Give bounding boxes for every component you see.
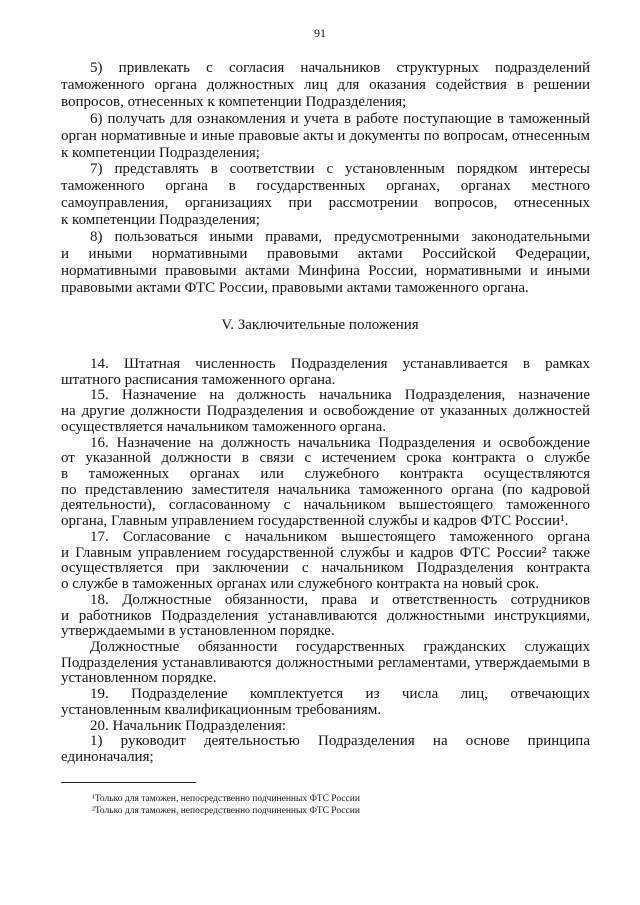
text-line: установленном порядке. xyxy=(61,670,217,687)
text-line: на другие должности Подразделения и освобождение от указанных должностей xyxy=(61,403,590,420)
text-line: орган нормативные и иные правовые акты и документы по вопросам, отнесенным xyxy=(61,127,590,144)
paragraph xyxy=(61,60,590,111)
text-line: Подразделения устанавливаются должностными регламентами, утверждаемыми в xyxy=(61,654,590,671)
text-line: 17. Согласование с начальником вышестоящего таможенного органа xyxy=(90,528,590,545)
paragraph xyxy=(61,436,590,530)
text-line: таможенного органа в государственных органах, органах местного xyxy=(61,178,590,195)
text-line: о службе в таможенных органах или служебного контракта на новый срок. xyxy=(61,576,540,593)
footnote-2: ²Только для таможен, непосредственно подчиненных ФТС России xyxy=(92,806,360,816)
text-line: 1) руководит деятельностью Подразделения на основе принципа xyxy=(90,733,590,750)
text-line: по представлению заместителя начальника таможенного органа (по кадровой xyxy=(61,481,590,498)
text-line: 16. Назначение на должность начальника Подразделения и освобождение xyxy=(90,434,590,451)
paragraph xyxy=(61,388,590,435)
text-line: правовыми актами ФТС России, правовыми актами таможенного органа. xyxy=(61,279,529,296)
text-line: таможенного органа должностных лиц для оказания содействия в решении xyxy=(61,76,590,93)
page-number: 91 xyxy=(314,26,326,40)
footnote-divider xyxy=(61,782,196,783)
paragraph xyxy=(61,593,590,640)
text-line: 15. Назначение на должность начальника Подразделения, назначение xyxy=(90,387,590,404)
text-line: и иными нормативными правовыми актами Российской Федерации, xyxy=(61,245,590,262)
text-line: 20. Начальник Подразделения: xyxy=(90,717,287,734)
text-line: и работников Подразделения устанавливаются должностными инструкциями, xyxy=(61,607,590,624)
text-line: самоуправления, организациях при рассмотрении вопросов, отнесенных xyxy=(61,195,590,212)
paragraph xyxy=(61,111,590,162)
paragraph xyxy=(61,719,590,735)
text-line: и Главным управлением государственной службы и кадров ФТС России² также xyxy=(61,544,590,561)
top-paragraphs xyxy=(61,60,590,297)
paragraph xyxy=(61,640,590,687)
text-line: 8) пользоваться иными правами, предусмотренными законодательными xyxy=(90,229,590,246)
text-line: 18. Должностные обязанности, права и ответственность сотрудников xyxy=(90,591,590,608)
paragraph xyxy=(61,161,590,229)
text-line: деятельности), согласованному с начальником вышестоящего таможенного xyxy=(61,497,590,514)
bottom-paragraphs xyxy=(61,357,590,766)
text-line: 19. Подразделение комплектуется из числа лиц, отвечающих xyxy=(90,686,590,703)
text-line: к компетенции Подразделения; xyxy=(61,144,260,161)
text-line: осуществляется начальником таможенного органа. xyxy=(61,418,387,435)
text-line: нормативными правовыми актами Минфина России, нормативными и иными xyxy=(61,262,590,279)
text-line: к компетенции Подразделения; xyxy=(61,212,260,229)
text-line: вопросов, отнесенных к компетенции Подразделения; xyxy=(61,93,407,110)
text-line: органа, Главным управлением государственной службы и кадров ФТС России¹. xyxy=(61,513,569,530)
section-heading: V. Заключительные положения xyxy=(221,317,419,333)
text-line: установленным квалификационным требованиям. xyxy=(61,701,382,718)
text-line: Должностные обязанности государственных гражданских служащих xyxy=(90,638,590,655)
footnote-1: ¹Только для таможен, непосредственно подчиненных ФТС России xyxy=(92,794,360,804)
text-line: штатного расписания таможенного органа. xyxy=(61,371,336,388)
paragraph xyxy=(61,734,590,765)
paragraph xyxy=(61,229,590,297)
text-line: в таможенных органах или служебного контракта осуществляются xyxy=(61,466,590,483)
text-line: 5) привлекать с согласия начальников структурных подразделений xyxy=(90,60,590,76)
text-line: от указанной должности в связи с истечением срока контракта о службе xyxy=(61,450,590,467)
paragraph xyxy=(61,530,590,593)
text-line: 14. Штатная численность Подразделения устанавливается в рамках xyxy=(90,356,590,372)
paragraph xyxy=(61,357,590,388)
text-line: утверждаемыми в установленном порядке. xyxy=(61,623,335,640)
text-line: 6) получать для ознакомления и учета в работе поступающие в таможенный xyxy=(90,110,590,127)
paragraph xyxy=(61,687,590,718)
text-line: осуществляется при заключении с начальником Подразделения контракта xyxy=(61,560,590,577)
text-line: 7) представлять в соответствии с установленным порядком интересы xyxy=(90,161,590,178)
text-line: единоначалия; xyxy=(61,748,154,765)
